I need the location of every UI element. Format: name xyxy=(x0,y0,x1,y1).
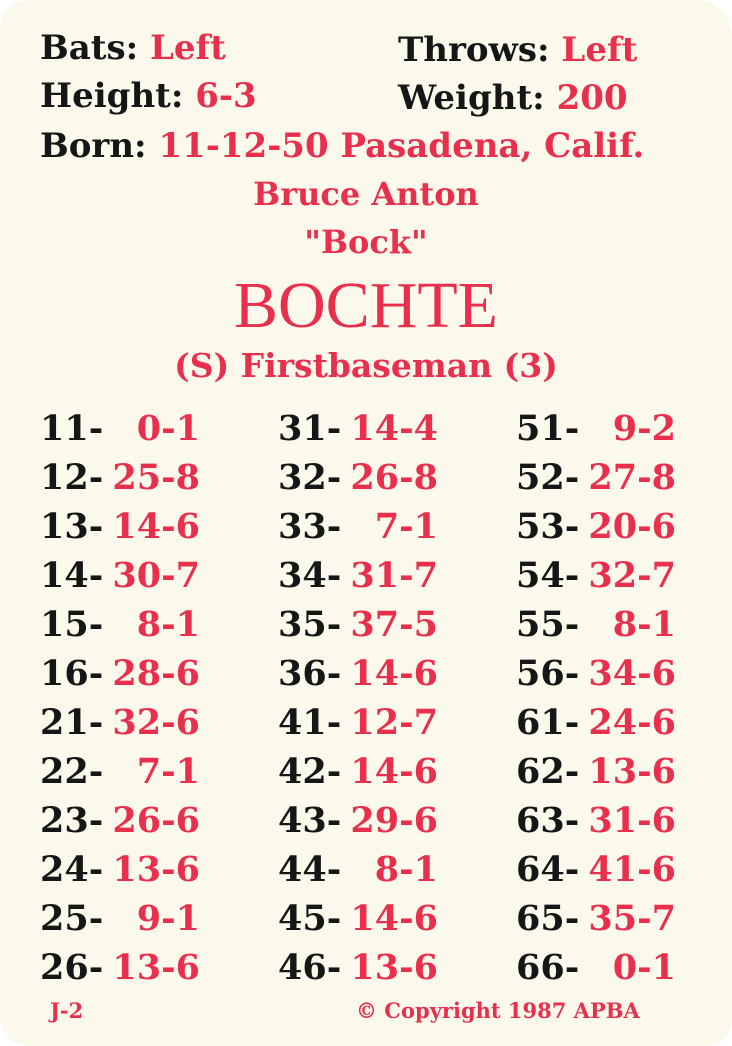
dice-entry xyxy=(40,796,200,845)
dice-entry xyxy=(278,698,438,747)
dice-roll: 22- xyxy=(40,751,104,792)
dice-entry xyxy=(516,943,676,992)
dice-entry xyxy=(278,649,438,698)
dice-result: 24-6 xyxy=(588,702,676,743)
dice-roll: 15- xyxy=(40,604,104,645)
dice-result: 37-5 xyxy=(350,604,438,645)
dice-roll: 16- xyxy=(40,653,104,694)
dice-roll: 46- xyxy=(278,947,342,988)
table-row xyxy=(0,747,732,796)
dice-result: 27-8 xyxy=(588,457,676,498)
dice-roll: 36- xyxy=(278,653,342,694)
dice-result: 7-1 xyxy=(374,506,438,547)
table-row xyxy=(0,404,732,453)
dice-roll: 33- xyxy=(278,506,342,547)
dice-result: 26-6 xyxy=(112,800,200,841)
dice-result: 14-6 xyxy=(350,898,438,939)
dice-entry xyxy=(40,894,200,943)
dice-roll: 11- xyxy=(40,408,104,449)
dice-entry xyxy=(278,943,438,992)
dice-entry xyxy=(278,502,438,551)
dice-roll: 56- xyxy=(516,653,580,694)
dice-entry xyxy=(516,649,676,698)
dice-entry xyxy=(40,747,200,796)
dice-result: 29-6 xyxy=(350,800,438,841)
born-line xyxy=(40,126,644,166)
dice-result: 31-7 xyxy=(350,555,438,596)
dice-entry xyxy=(516,845,676,894)
dice-roll: 51- xyxy=(516,408,580,449)
dice-result: 14-6 xyxy=(350,653,438,694)
dice-roll: 55- xyxy=(516,604,580,645)
dice-entry xyxy=(40,943,200,992)
dice-result: 8-1 xyxy=(374,849,438,890)
dice-roll: 12- xyxy=(40,457,104,498)
dice-entry xyxy=(516,894,676,943)
dice-result: 8-1 xyxy=(136,604,200,645)
dice-roll: 14- xyxy=(40,555,104,596)
table-row xyxy=(0,502,732,551)
table-row xyxy=(0,698,732,747)
table-row xyxy=(0,796,732,845)
dice-roll: 31- xyxy=(278,408,342,449)
weight-line xyxy=(398,78,628,118)
height-value: 6-3 xyxy=(195,76,257,116)
dice-result: 0-1 xyxy=(612,947,676,988)
born-value: 11-12-50 Pasadena, Calif. xyxy=(158,126,645,166)
dice-result: 12-7 xyxy=(350,702,438,743)
dice-roll: 52- xyxy=(516,457,580,498)
dice-result: 41-6 xyxy=(588,849,676,890)
dice-roll: 24- xyxy=(40,849,104,890)
dice-result: 20-6 xyxy=(588,506,676,547)
card-code: J-2 xyxy=(50,998,84,1023)
dice-entry xyxy=(278,453,438,502)
player-first-names: Bruce Anton xyxy=(253,175,479,213)
dice-entry xyxy=(516,747,676,796)
dice-roll: 13- xyxy=(40,506,104,547)
dice-roll: 53- xyxy=(516,506,580,547)
dice-entry xyxy=(278,894,438,943)
dice-roll: 42- xyxy=(278,751,342,792)
dice-roll: 64- xyxy=(516,849,580,890)
dice-result: 35-7 xyxy=(588,898,676,939)
player-position: (S) Firstbaseman (3) xyxy=(174,346,558,385)
dice-result: 28-6 xyxy=(112,653,200,694)
dice-roll: 45- xyxy=(278,898,342,939)
dice-roll: 43- xyxy=(278,800,342,841)
dice-roll: 25- xyxy=(40,898,104,939)
bats-value: Left xyxy=(150,28,226,68)
dice-result: 14-6 xyxy=(112,506,200,547)
bats-label: Bats: xyxy=(40,28,139,68)
dice-roll: 66- xyxy=(516,947,580,988)
dice-roll: 41- xyxy=(278,702,342,743)
dice-entry xyxy=(40,698,200,747)
dice-entry xyxy=(278,600,438,649)
dice-entry xyxy=(278,747,438,796)
dice-result: 13-6 xyxy=(350,947,438,988)
table-row xyxy=(0,649,732,698)
dice-roll: 35- xyxy=(278,604,342,645)
dice-result: 25-8 xyxy=(112,457,200,498)
table-row xyxy=(0,600,732,649)
table-row xyxy=(0,845,732,894)
weight-label: Weight: xyxy=(398,78,545,118)
dice-result: 31-6 xyxy=(588,800,676,841)
dice-result: 34-6 xyxy=(588,653,676,694)
dice-roll: 62- xyxy=(516,751,580,792)
table-row xyxy=(0,894,732,943)
dice-entry xyxy=(40,600,200,649)
born-label: Born: xyxy=(40,126,147,166)
dice-entry xyxy=(516,404,676,453)
copyright-notice: © Copyright 1987 APBA xyxy=(356,998,640,1023)
dice-entry xyxy=(516,551,676,600)
dice-roll: 63- xyxy=(516,800,580,841)
player-nickname: "Bock" xyxy=(304,223,428,261)
dice-entry xyxy=(278,404,438,453)
dice-entry xyxy=(40,453,200,502)
dice-entry xyxy=(516,698,676,747)
dice-entry xyxy=(278,796,438,845)
dice-roll: 32- xyxy=(278,457,342,498)
dice-result: 14-6 xyxy=(350,751,438,792)
table-row xyxy=(0,551,732,600)
dice-result: 7-1 xyxy=(136,751,200,792)
dice-entry xyxy=(40,502,200,551)
dice-result: 13-6 xyxy=(112,947,200,988)
dice-entry xyxy=(516,502,676,551)
dice-result: 30-7 xyxy=(112,555,200,596)
player-last-name: BOCHTE xyxy=(234,269,498,342)
table-row xyxy=(0,453,732,502)
dice-result: 14-4 xyxy=(350,408,438,449)
throws-value: Left xyxy=(561,30,638,70)
dice-roll: 26- xyxy=(40,947,104,988)
dice-entry xyxy=(40,845,200,894)
dice-result: 9-1 xyxy=(136,898,200,939)
dice-result: 9-2 xyxy=(612,408,676,449)
dice-result: 13-6 xyxy=(112,849,200,890)
dice-result: 26-8 xyxy=(350,457,438,498)
dice-entry xyxy=(516,796,676,845)
dice-roll: 54- xyxy=(516,555,580,596)
height-label: Height: xyxy=(40,76,184,116)
dice-roll: 61- xyxy=(516,702,580,743)
dice-entry xyxy=(516,453,676,502)
throws-label: Throws: xyxy=(398,30,550,70)
dice-result: 8-1 xyxy=(612,604,676,645)
dice-entry xyxy=(278,551,438,600)
dice-roll: 44- xyxy=(278,849,342,890)
dice-roll: 34- xyxy=(278,555,342,596)
dice-entry xyxy=(40,649,200,698)
bats-line xyxy=(40,28,226,68)
dice-entry xyxy=(278,845,438,894)
dice-entry xyxy=(40,551,200,600)
dice-roll: 21- xyxy=(40,702,104,743)
dice-entry xyxy=(516,600,676,649)
weight-value: 200 xyxy=(556,78,628,118)
height-line xyxy=(40,76,257,116)
dice-entry xyxy=(40,404,200,453)
dice-roll: 65- xyxy=(516,898,580,939)
dice-roll: 23- xyxy=(40,800,104,841)
dice-result: 32-6 xyxy=(112,702,200,743)
dice-result: 32-7 xyxy=(588,555,676,596)
throws-line xyxy=(398,30,637,70)
dice-result: 0-1 xyxy=(136,408,200,449)
dice-result: 13-6 xyxy=(588,751,676,792)
table-row xyxy=(0,943,732,992)
